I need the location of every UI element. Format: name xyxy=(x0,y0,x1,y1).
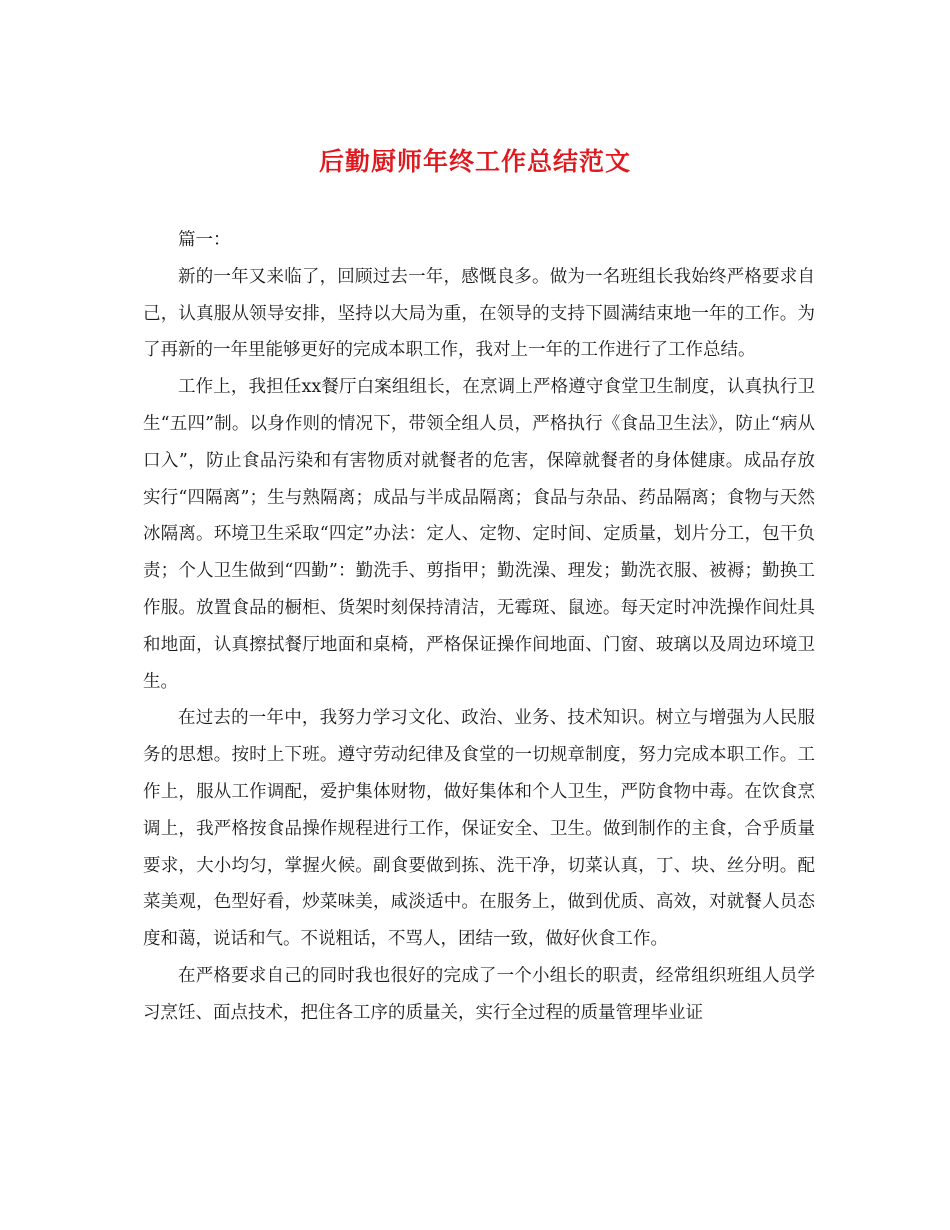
document-body xyxy=(143,222,815,1032)
paragraph: 在严格要求自己的同时我也很好的完成了一个小组长的职责，经常组织班组人员学习烹饪、面点技术，把住各工序的质量关，实行全过程的质量管理毕业证 xyxy=(143,965,815,1023)
document-title: 后勤厨师年终工作总结范文 xyxy=(318,147,631,176)
paragraph: 在过去的一年中，我努力学习文化、政治、业务、技术知识。树立与增强为人民服务的思想。按时上下班。遵守劳动纪律及食堂的一切规章制度，努力完成本职工作。工作上，服从工作调配，爱护集体财物，做好集体和个人卫生，严防食物中毒。在饮食烹调上，我严格按食品操作规程进行工作，保证安全、卫生。做到制作的主食，合乎质量要求，大小均匀，掌握火候。副食要做到拣、洗干净，切菜认真，丁、块、丝分明。配菜美观，色型好看，炒菜味美，咸淡适中。在服务上，做到优质、高效，对就餐人员态度和蔼，说话和气。不说粗话，不骂人，团结一致，做好伙食工作。 xyxy=(143,708,815,950)
paragraph: 工作上，我担任xx餐厅白案组组长，在烹调上严格遵守食堂卫生制度，认真执行卫生“五四”制。以身作则的情况下，带领全组人员，严格执行《食品卫生法》，防止“病从口入”，防止食品污染和有害物质对就餐者的危害，保障就餐者的身体健康。成品存放实行“四隔离”；生与熟隔离；成品与半成品隔离；食品与杂品、药品隔离；食物与天然冰隔离。环境卫生采取“四定”办法：定人、定物、定时间、定质量，划片分工，包干负责；个人卫生做到“四勤”：勤洗手、剪指甲；勤洗澡、理发；勤洗衣服、被褥；勤换工作服。放置食品的橱柜、货架时刻保持清洁，无霉斑、鼠迹。每天定时冲洗操作间灶具和地面，认真擦拭餐厅地面和桌椅，严格保证操作间地面、门窗、玻璃以及周边环境卫生。 xyxy=(143,377,815,692)
paragraph: 新的一年又来临了，回顾过去一年，感慨良多。做为一名班组长我始终严格要求自己，认真服从领导安排，坚持以大局为重，在领导的支持下圆满结束地一年的工作。为了再新的一年里能够更好的完成本职工作，我对上一年的工作进行了工作总结。 xyxy=(143,266,815,361)
section-heading: 篇一： xyxy=(178,230,231,250)
